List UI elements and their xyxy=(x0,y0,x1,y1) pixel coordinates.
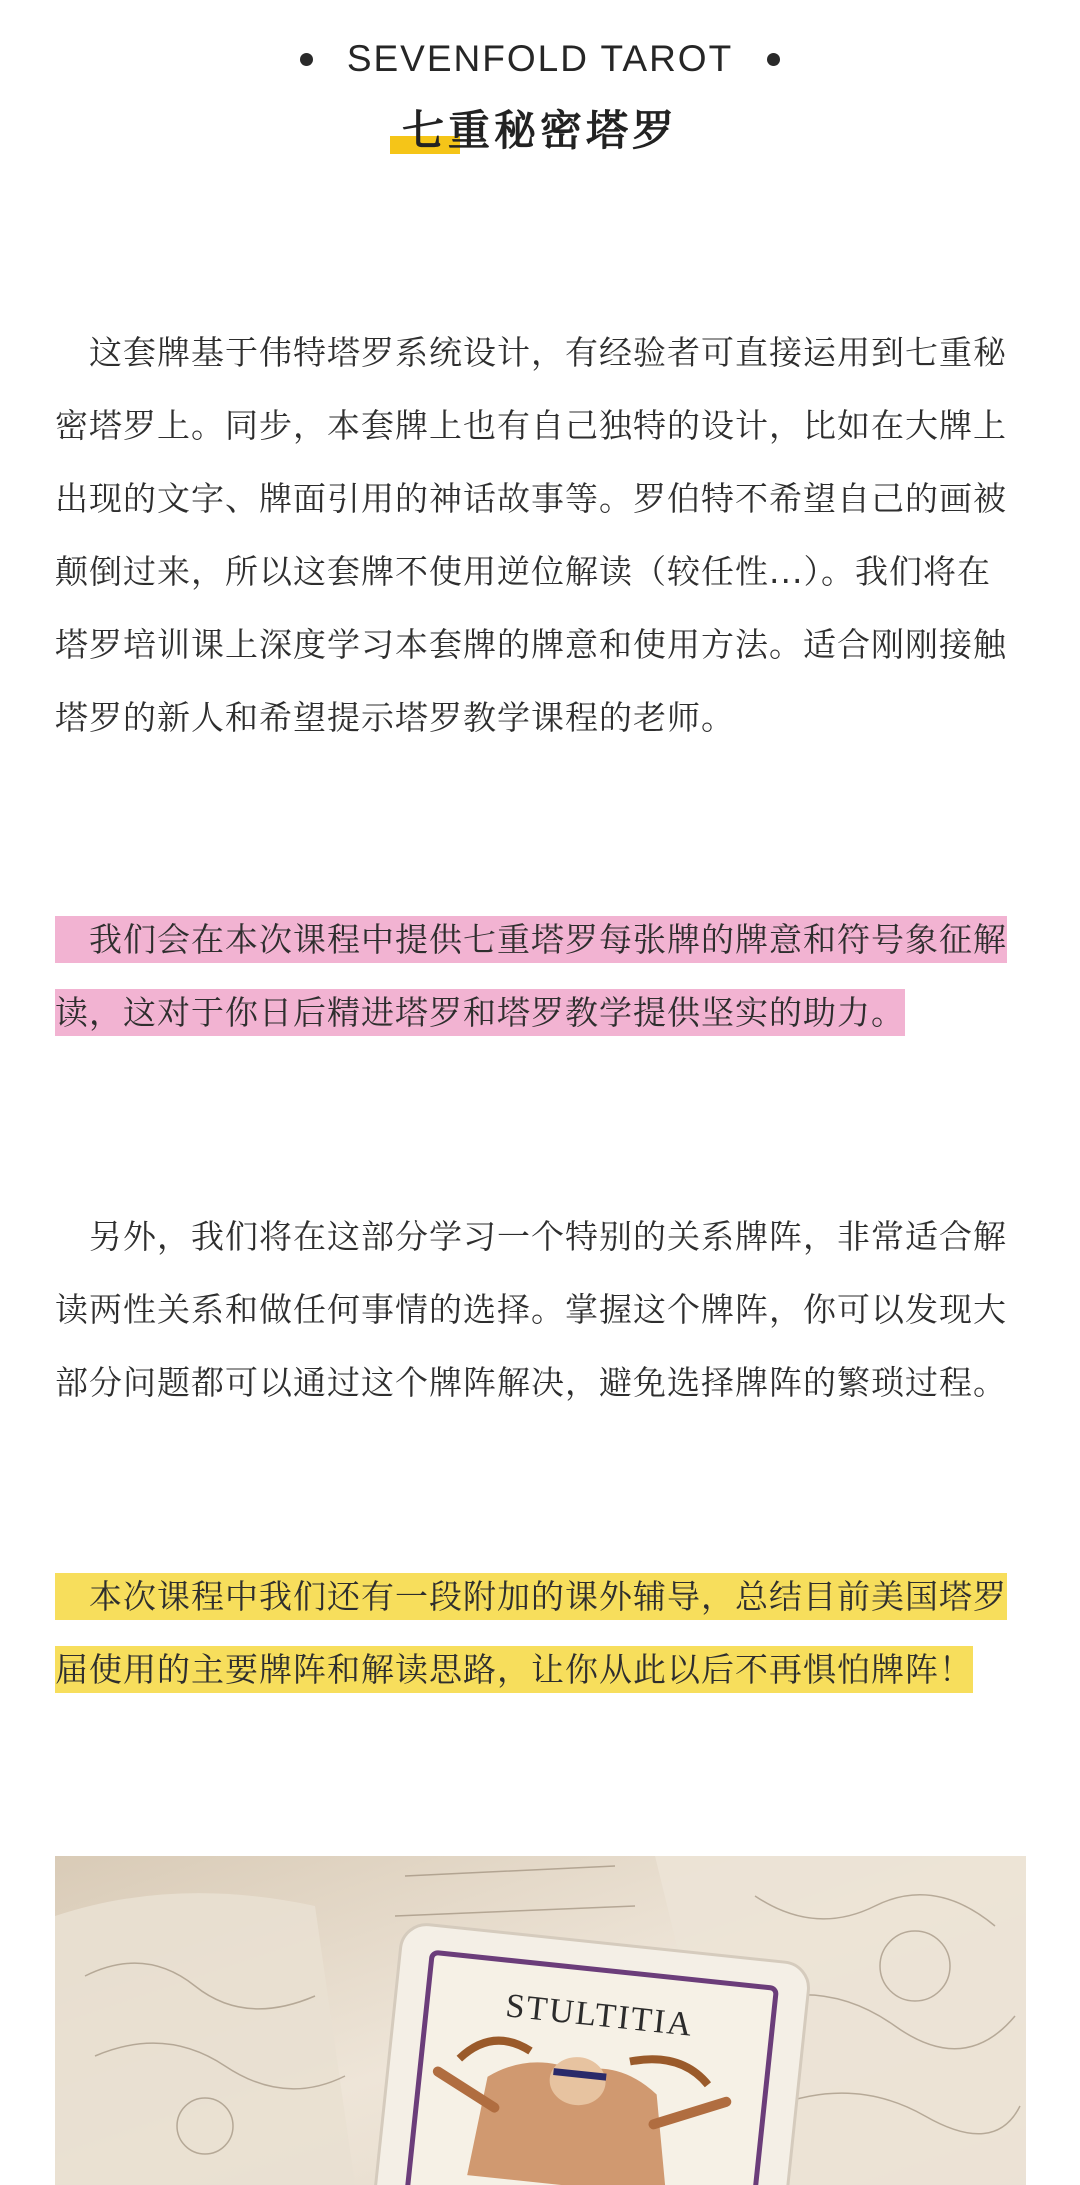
card-title-text: STULTITIA xyxy=(503,1987,696,2044)
intro-paragraph: 这套牌基于伟特塔罗系统设计，有经验者可直接运用到七重秘密塔罗上。同步，本套牌上也有自己独特的设计，比如在大牌上出现的文字、牌面引用的神话故事等。罗伯特不希望自己的画被颠倒过来，所以这套牌不使用逆位解读（较任性...）。我们将在塔罗培训课上深度学习本套牌的牌意和使用方法。适合刚刚接触塔罗的新人和希望提示塔罗教学课程的老师。 xyxy=(55,333,1007,737)
bullet-dot-icon xyxy=(300,53,313,66)
pink-highlight-text: 我们会在本次课程中提供七重塔罗每张牌的牌意和符号象征解读，这对于你日后精进塔罗和塔罗教学提供坚实的助力。 xyxy=(55,916,1007,1036)
brand-name: SEVENFOLD TAROT xyxy=(346,38,734,79)
page-title: 七重秘密塔罗 xyxy=(401,106,678,155)
brand-row xyxy=(0,38,1080,80)
highlight-paragraph-pink xyxy=(55,903,1015,1049)
tarot-photo-illustration xyxy=(55,1856,1026,2185)
bullet-dot-icon xyxy=(767,53,780,66)
yellow-highlight-text: 本次课程中我们还有一段附加的课外辅导，总结目前美国塔罗届使用的主要牌阵和解读思路，让你从此以后不再惧怕牌阵！ xyxy=(55,1573,1007,1693)
title-wrap xyxy=(402,98,678,158)
relationship-spread-paragraph: 另外，我们将在这部分学习一个特别的关系牌阵，非常适合解读两性关系和做任何事情的选择。掌握这个牌阵，你可以发现大部分问题都可以通过这个牌阵解决，避免选择牌阵的繁琐过程。 xyxy=(55,1217,1007,1402)
header xyxy=(0,38,1080,158)
tarot-card-photo xyxy=(55,1856,1026,2185)
highlight-paragraph-yellow xyxy=(55,1560,1015,1706)
